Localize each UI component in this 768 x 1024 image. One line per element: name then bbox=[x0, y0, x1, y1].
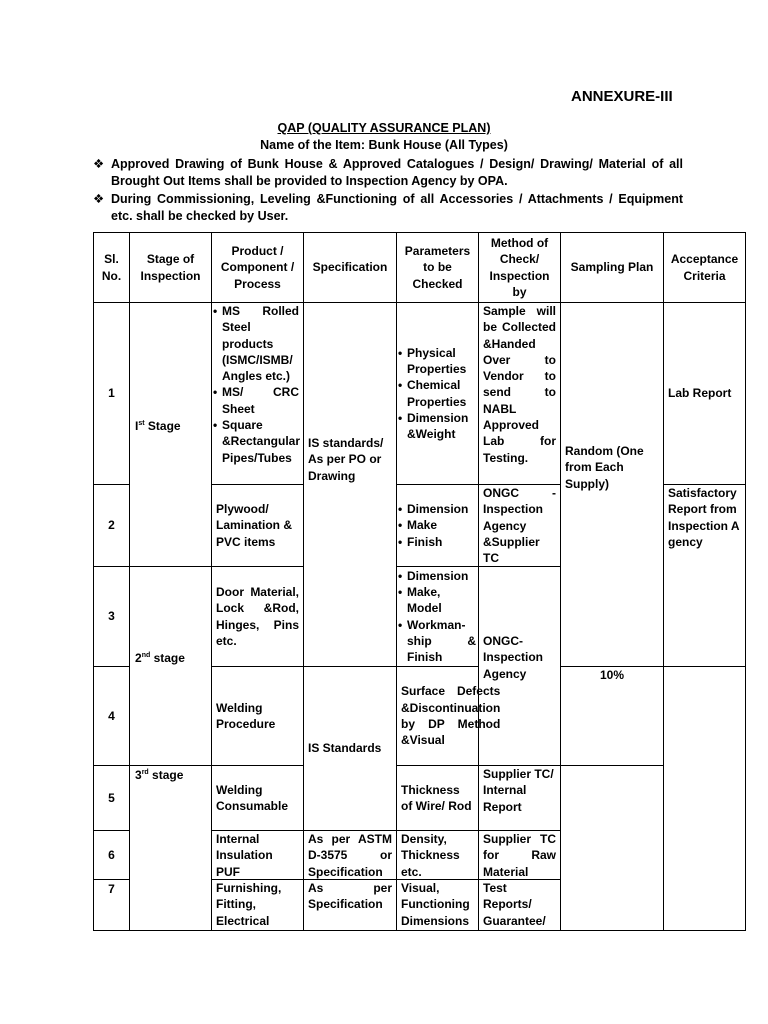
method-cell: Sample will be Collected &Handed Over to Vendor to send to NABL Approved Lab for Testing. bbox=[483, 304, 556, 465]
method-cell: ONGC - Inspection Agency &Supplier TC bbox=[483, 486, 556, 566]
params-cell: Visual, Functioning Dimensions bbox=[401, 881, 470, 928]
params-cell: • Physical Properties • Chemical Properties • Dimension &Weight bbox=[397, 303, 478, 484]
product-cell: Internal Insulation PUF bbox=[216, 832, 273, 879]
params-cell: Density, Thickness etc. bbox=[401, 832, 460, 879]
accept-cell: Lab Report bbox=[668, 386, 732, 400]
sampling-cell: Random (One from Each Supply) bbox=[565, 444, 644, 491]
header-method: Method of Check/ Inspection by bbox=[489, 235, 550, 299]
spec-cell: IS standards/ As per PO or Drawing bbox=[308, 436, 384, 483]
sampling-cell: 10% bbox=[599, 668, 625, 682]
sl-number: 2 bbox=[108, 518, 115, 533]
header-accept: Acceptance Criteria bbox=[670, 252, 739, 283]
method-cell: Test Reports/ Guarantee/ bbox=[483, 881, 546, 928]
method-cell: ONGC- Inspection Agency bbox=[483, 634, 544, 681]
spec-cell: IS Standards bbox=[308, 741, 382, 756]
document-title: QAP (QUALITY ASSURANCE PLAN) bbox=[277, 121, 491, 135]
diamond-bullet-icon: ❖ bbox=[93, 192, 105, 206]
header-sampling: Sampling Plan bbox=[570, 260, 654, 275]
product-cell: Plywood/ Lamination & PVC items bbox=[216, 502, 293, 549]
product-item: • MS/ CRC Sheet bbox=[214, 384, 299, 417]
header-spec: Specification bbox=[312, 260, 388, 275]
sl-number: 1 bbox=[108, 386, 115, 401]
product-item: • MS Rolled Steel products (ISMC/ISMB/ Angles etc.) bbox=[214, 303, 299, 384]
stage-third: 3rd stage bbox=[135, 768, 184, 782]
product-cell: Door Material, Lock &Rod, Hinges, Pins etc. bbox=[216, 584, 299, 648]
product-cell: Furnishing, Fitting, Electrical bbox=[216, 881, 282, 928]
diamond-bullet-icon: ❖ bbox=[93, 157, 105, 171]
params-cell: Thickness of Wire/ Rod bbox=[401, 782, 472, 813]
item-name: Name of the Item: Bunk House (All Types) bbox=[260, 138, 508, 152]
accept-cell: Satisfactory Report from Inspection Agency bbox=[668, 486, 740, 549]
sl-number: 6 bbox=[108, 847, 115, 862]
method-cell: Supplier TC for Raw Material bbox=[483, 832, 556, 879]
params-cell: • Dimension • Make • Finish bbox=[397, 485, 478, 566]
method-cell: Supplier TC/ Internal Report bbox=[483, 767, 554, 814]
stage-first: Ist Stage bbox=[135, 419, 181, 433]
header-params: Parameters to be Checked bbox=[404, 244, 471, 291]
header-sl: Sl. No. bbox=[101, 252, 122, 283]
header-product: Product / Component / Process bbox=[220, 244, 295, 291]
product-cell: Welding Consumable bbox=[216, 782, 289, 813]
header-stage: Stage of Inspection bbox=[140, 252, 201, 283]
spec-cell: As per ASTM D-3575 or Specification bbox=[308, 832, 392, 879]
product-cell: Welding Procedure bbox=[216, 700, 276, 731]
spec-cell: As per Specification bbox=[308, 881, 392, 912]
params-cell: Surface Defects &Discontinuation by DP Method &Visual bbox=[401, 684, 501, 748]
note-text: Approved Drawing of Bunk House & Approved Catalogues / Design/ Drawing/ Material of all Brought Out Items shall be provided to Inspection Agency by OPA. bbox=[111, 157, 683, 188]
params-cell: • Dimension • Make, Model • Workman-ship & Finish bbox=[397, 567, 478, 666]
sl-number: 7 bbox=[108, 882, 115, 896]
stage-second: 2nd stage bbox=[135, 651, 185, 665]
product-item: • Square &Rectangular Pipes/Tubes bbox=[214, 417, 299, 466]
note-text: During Commissioning, Leveling &Functioning of all Accessories / Attachments / Equipment etc. shall be checked by User. bbox=[111, 192, 683, 223]
sl-number: 4 bbox=[108, 708, 115, 723]
sl-number: 5 bbox=[108, 790, 115, 805]
product-cell bbox=[212, 303, 303, 466]
sl-number: 3 bbox=[108, 609, 115, 624]
annexure-label: ANNEXURE-III bbox=[571, 88, 673, 105]
